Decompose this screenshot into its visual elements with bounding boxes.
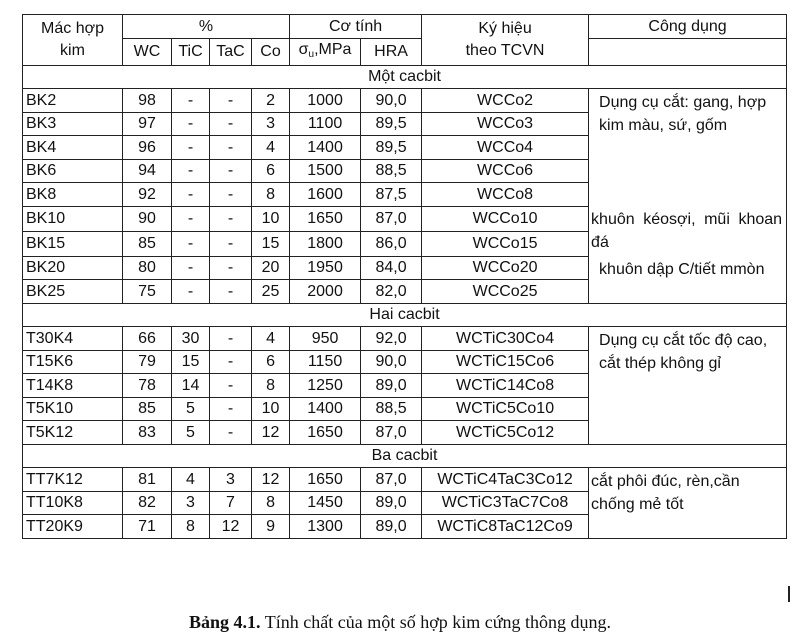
table-row — [23, 206, 787, 231]
header-mechanical: Cơ tính — [290, 15, 422, 39]
value-cell: 87,0 — [361, 206, 422, 231]
value-cell: 15 — [172, 350, 210, 374]
value-cell: - — [210, 421, 252, 445]
value-cell: - — [172, 89, 210, 113]
value-cell: - — [210, 327, 252, 351]
value-cell: 1800 — [290, 231, 361, 256]
grade-cell: BK4 — [23, 136, 123, 160]
value-cell: 1650 — [290, 206, 361, 231]
group-title: Hai cacbit — [23, 303, 787, 327]
value-cell: 4 — [252, 136, 290, 160]
value-cell: 1500 — [290, 159, 361, 183]
value-cell: 87,0 — [361, 421, 422, 445]
hard-alloy-table — [22, 14, 787, 539]
value-cell: WCCo6 — [422, 159, 589, 183]
value-cell: WCCo3 — [422, 112, 589, 136]
value-cell: 8 — [252, 491, 290, 515]
caption-label: Bảng 4.1. — [189, 612, 261, 632]
value-cell: WCCo10 — [422, 206, 589, 231]
value-cell: 3 — [172, 491, 210, 515]
value-cell: 2 — [252, 89, 290, 113]
grade-cell: T30K4 — [23, 327, 123, 351]
value-cell: WCCo25 — [422, 280, 589, 304]
value-cell: 950 — [290, 327, 361, 351]
grade-cell: BK6 — [23, 159, 123, 183]
value-cell: WCTiC5Co12 — [422, 421, 589, 445]
value-cell: 89,0 — [361, 491, 422, 515]
value-cell: 90,0 — [361, 350, 422, 374]
value-cell: 14 — [172, 374, 210, 398]
value-cell: WCTiC8TaC12Co9 — [422, 515, 589, 539]
value-cell: 66 — [123, 327, 172, 351]
grade-cell: T5K12 — [23, 421, 123, 445]
value-cell: 25 — [252, 280, 290, 304]
value-cell: 6 — [252, 350, 290, 374]
value-cell: 89,5 — [361, 112, 422, 136]
value-cell: 20 — [252, 256, 290, 280]
value-cell: WCTiC5Co10 — [422, 397, 589, 421]
header-symbol: Ký hiệu theo TCVN — [422, 15, 589, 66]
value-cell: - — [210, 112, 252, 136]
value-cell: 88,5 — [361, 397, 422, 421]
value-cell: 1150 — [290, 350, 361, 374]
value-cell: - — [210, 159, 252, 183]
value-cell: - — [210, 206, 252, 231]
value-cell: - — [172, 256, 210, 280]
value-cell: 1400 — [290, 136, 361, 160]
value-cell: WCTiC4TaC3Co12 — [422, 468, 589, 492]
value-cell: 10 — [252, 206, 290, 231]
value-cell: 90 — [123, 206, 172, 231]
value-cell: 1400 — [290, 397, 361, 421]
value-cell: WCCo20 — [422, 256, 589, 280]
value-cell: 1100 — [290, 112, 361, 136]
value-cell: 9 — [252, 515, 290, 539]
value-cell: 6 — [252, 159, 290, 183]
value-cell: 5 — [172, 397, 210, 421]
group-row — [23, 303, 787, 327]
value-cell: 1450 — [290, 491, 361, 515]
value-cell: 4 — [252, 327, 290, 351]
value-cell: WCTiC3TaC7Co8 — [422, 491, 589, 515]
value-cell: 71 — [123, 515, 172, 539]
group-title: Một cacbit — [23, 65, 787, 89]
group-row — [23, 444, 787, 468]
value-cell: 89,5 — [361, 136, 422, 160]
header-tac: TaC — [210, 38, 252, 65]
grade-cell: T14K8 — [23, 374, 123, 398]
value-cell: 4 — [172, 468, 210, 492]
value-cell: 1650 — [290, 468, 361, 492]
usage-cell: khuôn dập C/tiết mmòn — [589, 256, 787, 303]
value-cell: 97 — [123, 112, 172, 136]
value-cell: 1250 — [290, 374, 361, 398]
caption-text: Tính chất của một số hợp kim cứng thông dụng. — [260, 612, 611, 632]
header-usage: Công dụng — [589, 15, 787, 39]
header-co: Co — [252, 38, 290, 65]
value-cell: 12 — [210, 515, 252, 539]
usage-cell: Dụng cụ cắt: gang, hợp kim màu, sứ, gốm — [589, 89, 787, 207]
value-cell: 3 — [210, 468, 252, 492]
header-tic: TiC — [172, 38, 210, 65]
value-cell: - — [172, 206, 210, 231]
table-row — [23, 327, 787, 351]
value-cell: - — [210, 256, 252, 280]
grade-cell: BK20 — [23, 256, 123, 280]
value-cell: 1600 — [290, 183, 361, 207]
value-cell: 5 — [172, 421, 210, 445]
value-cell: 86,0 — [361, 231, 422, 256]
usage-cell: Dụng cụ cắt tốc độ cao, cắt thép không gỉ — [589, 327, 787, 445]
value-cell: WCTiC14Co8 — [422, 374, 589, 398]
value-cell: 79 — [123, 350, 172, 374]
grade-cell: BK8 — [23, 183, 123, 207]
grade-cell: BK3 — [23, 112, 123, 136]
value-cell: 8 — [252, 374, 290, 398]
value-cell: 87,5 — [361, 183, 422, 207]
value-cell: 89,0 — [361, 515, 422, 539]
usage-cell: khuôn kéosợi, mũi khoan đá — [589, 206, 787, 256]
table-caption — [0, 612, 800, 633]
value-cell: 12 — [252, 421, 290, 445]
group-row — [23, 65, 787, 89]
value-cell: 12 — [252, 468, 290, 492]
value-cell: 1000 — [290, 89, 361, 113]
value-cell: - — [210, 374, 252, 398]
value-cell: 92 — [123, 183, 172, 207]
grade-cell: BK15 — [23, 231, 123, 256]
header-sigma: $\sigma_u,MPa$ — [290, 38, 361, 65]
header-usage-blank — [589, 38, 787, 65]
header-grade: Mác hợp kim — [23, 15, 123, 66]
value-cell: - — [210, 89, 252, 113]
value-cell: - — [172, 183, 210, 207]
grade-cell: T15K6 — [23, 350, 123, 374]
value-cell: 94 — [123, 159, 172, 183]
margin-mark — [788, 586, 790, 602]
value-cell: 89,0 — [361, 374, 422, 398]
value-cell: WCCo15 — [422, 231, 589, 256]
header-wc: WC — [123, 38, 172, 65]
grade-cell: TT20K9 — [23, 515, 123, 539]
value-cell: 1300 — [290, 515, 361, 539]
value-cell: - — [210, 183, 252, 207]
value-cell: 8 — [252, 183, 290, 207]
value-cell: WCTiC30Co4 — [422, 327, 589, 351]
value-cell: 88,5 — [361, 159, 422, 183]
group-title: Ba cacbit — [23, 444, 787, 468]
value-cell: - — [172, 136, 210, 160]
value-cell: 90,0 — [361, 89, 422, 113]
value-cell: 1950 — [290, 256, 361, 280]
grade-cell: BK2 — [23, 89, 123, 113]
value-cell: 78 — [123, 374, 172, 398]
value-cell: - — [210, 280, 252, 304]
value-cell: 30 — [172, 327, 210, 351]
value-cell: 1650 — [290, 421, 361, 445]
grade-cell: BK25 — [23, 280, 123, 304]
value-cell: 81 — [123, 468, 172, 492]
value-cell: 10 — [252, 397, 290, 421]
value-cell: 87,0 — [361, 468, 422, 492]
value-cell: 80 — [123, 256, 172, 280]
value-cell: 82 — [123, 491, 172, 515]
grade-cell: TT10K8 — [23, 491, 123, 515]
table-row — [23, 89, 787, 113]
value-cell: 82,0 — [361, 280, 422, 304]
value-cell: WCCo4 — [422, 136, 589, 160]
value-cell: WCTiC15Co6 — [422, 350, 589, 374]
value-cell: 85 — [123, 397, 172, 421]
value-cell: 96 — [123, 136, 172, 160]
value-cell: 2000 — [290, 280, 361, 304]
grade-cell: TT7K12 — [23, 468, 123, 492]
value-cell: 3 — [252, 112, 290, 136]
table-row — [23, 256, 787, 280]
header-hra: HRA — [361, 38, 422, 65]
value-cell: 15 — [252, 231, 290, 256]
value-cell: - — [172, 280, 210, 304]
value-cell: - — [172, 231, 210, 256]
value-cell: 75 — [123, 280, 172, 304]
table-container — [22, 14, 786, 539]
value-cell: - — [210, 231, 252, 256]
value-cell: - — [210, 350, 252, 374]
header-percent: % — [123, 15, 290, 39]
grade-cell: T5K10 — [23, 397, 123, 421]
value-cell: - — [210, 397, 252, 421]
value-cell: WCCo8 — [422, 183, 589, 207]
value-cell: 84,0 — [361, 256, 422, 280]
table-row — [23, 468, 787, 492]
value-cell: WCCo2 — [422, 89, 589, 113]
value-cell: 83 — [123, 421, 172, 445]
value-cell: 92,0 — [361, 327, 422, 351]
value-cell: 8 — [172, 515, 210, 539]
value-cell: - — [210, 136, 252, 160]
value-cell: 98 — [123, 89, 172, 113]
value-cell: 7 — [210, 491, 252, 515]
usage-cell: cắt phôi đúc, rèn,cần chống mẻ tốt — [589, 468, 787, 539]
value-cell: - — [172, 112, 210, 136]
grade-cell: BK10 — [23, 206, 123, 231]
value-cell: 85 — [123, 231, 172, 256]
value-cell: - — [172, 159, 210, 183]
